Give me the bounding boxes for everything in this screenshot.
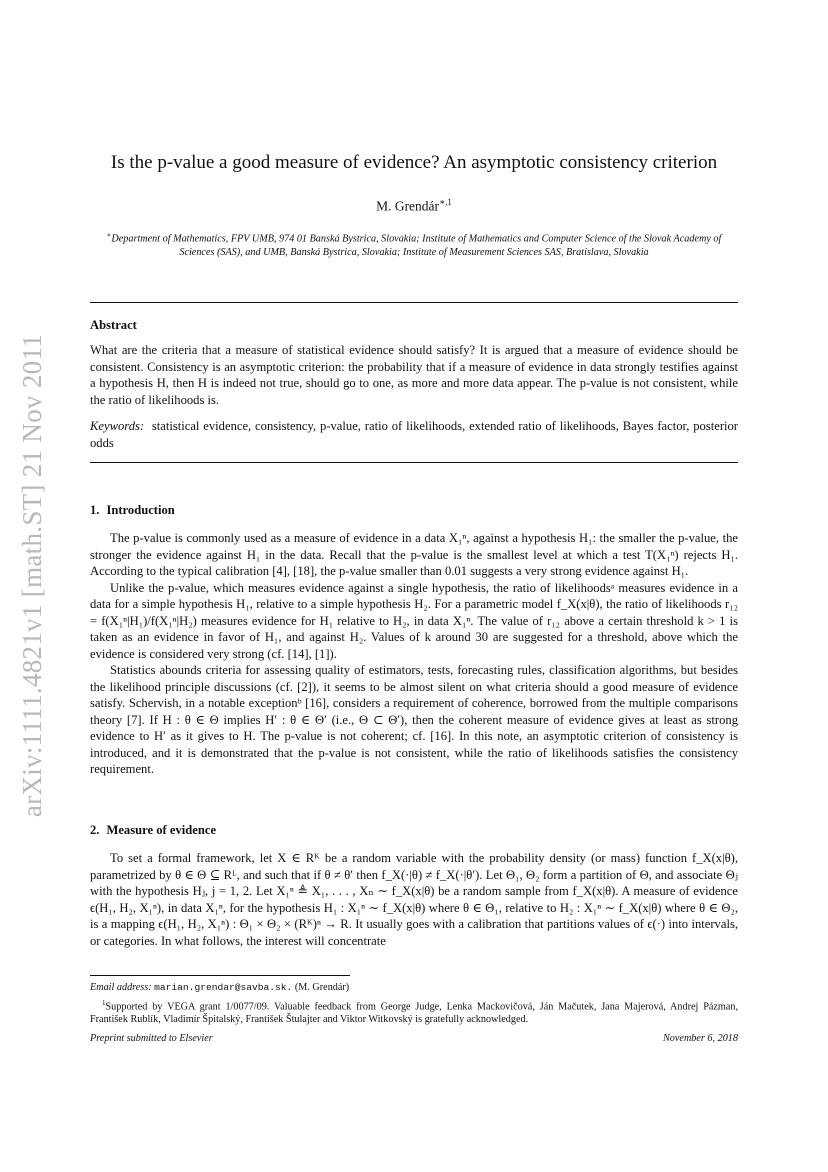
abstract-heading: Abstract	[90, 318, 137, 332]
top-rule	[90, 302, 738, 303]
email-link[interactable]: marian.grendar@savba.sk.	[154, 982, 293, 993]
affiliation-mark: ∗	[106, 231, 112, 239]
preprint-date: November 6, 2018	[663, 1033, 738, 1044]
section-title: Introduction	[106, 503, 175, 517]
paper-title: Is the p-value a good measure of evidence? An asymptotic consistency criterion	[110, 152, 718, 173]
arxiv-id: arXiv:1111.4821v1 [math.ST] 21 Nov 2011	[17, 333, 48, 817]
section-heading-introduction	[90, 502, 738, 519]
funding-footnote	[90, 997, 738, 1027]
footnote-text: Supported by VEGA grant 1/0077/09. Valuable feedback from George Judge, Lenka Mackovičová, Ján Mačutek, Jana Majerová, Andrej Pázman, František Rublík, Vladimír Špitalský, František Štulajter and Viktor Witkovský is gratefully acknowledged.	[90, 1000, 738, 1026]
email-footnote	[90, 981, 738, 995]
footnote-rule	[90, 975, 350, 976]
section-number: 1.	[90, 503, 100, 517]
author-name: M. Grendár	[376, 198, 440, 214]
author-marks: ∗,1	[439, 197, 452, 207]
footnote-mark: 1	[102, 998, 106, 1007]
affiliation	[90, 228, 738, 260]
preprint-note: Preprint submitted to Elsevier	[90, 1033, 213, 1044]
arxiv-stamp	[8, 310, 58, 840]
section-heading-measure-of-evidence	[90, 822, 738, 839]
abstract-text: What are the criteria that a measure of statistical evidence should satisfy? It is argued that a measure of evidence should be consistent. Consistency is an asymptotic criterion: the probability that if a measure of evidence in data strongly testifies against a hypothesis H, then H is indeed not true, should go to one, as more and more data appear. The p-value is not consistent, while the ratio of likelihoods is.	[90, 343, 738, 407]
keywords-text: statistical evidence, consistency, p-value, ratio of likelihoods, extended ratio of likelihoods, Bayes factor, posterior odds	[90, 419, 739, 450]
keywords	[90, 418, 738, 451]
paragraph: To set a formal framework, let X ∈ Rᴷ be a random variable with the probability density (or mass) function f_X(x|θ), parametrized by θ ∈ Θ ⊆ Rᴸ, and such that if θ ≠ θ′ then f_X(·|θ) ≠ f_X(·|θ′). Let Θ₁, Θ₂ form a partition of Θ, and associate Θⱼ with the hypothesis Hⱼ, j = 1, 2. Let X₁ⁿ ≜ X₁, . . . , Xₙ ∼ f_X(x|θ) be a random sample from f_X(x|θ). A measure of evidence ϵ(H₁, H₂, X₁ⁿ), in data X₁ⁿ, for the hypothesis H₁ : X₁ⁿ ∼ f_X(x|θ) where θ ∈ Θ₁, relative to H₂ : X₁ⁿ ∼ f_X(x|θ) where θ ∈ Θ₂, is a mapping ϵ(H₁, H₂, X₁ⁿ) : Θ₁ × Θ₂ × (Rᴷ)ⁿ → R. It usually goes with a calibration that partitions values of ϵ(·) into intervals, or categories. In what follows, the interest will concentrate	[90, 851, 738, 948]
section-introduction	[90, 530, 738, 778]
paragraph: Unlike the p-value, which measures evidence against a single hypothesis, the ratio of likelihoodsᵃ measures evidence in a data for a simple hypothesis H₁, relative to a simple hypothesis H₂. For a parametric model f_X(x|θ), the ratio of likelihoods r₁₂ = f(X₁ⁿ|H₁)/f(X₁ⁿ|H₂) measures evidence for H₁ relative to H₂, in data X₁ⁿ. The value of r₁₂ above a certain threshold k > 1 is taken as an evidence in favor of H₁, and against H₂. Values of k around 30 are suggested for a threshold, above which the evidence is considered very strong (cf. [14], [1]).	[90, 580, 738, 661]
affiliation-text: Department of Mathematics, FPV UMB, 974 01 Banská Bystrica, Slovakia; Institute of Mathematics and Computer Science of the Slovak Academy of Sciences (SAS), and UMB, Banská Bystrica, Slovakia; Institute of Measurement Sciences SAS, Bratislava, Slovakia	[111, 233, 722, 259]
email-owner: (M. Grendár)	[294, 982, 350, 993]
section-number: 2.	[90, 823, 100, 837]
footnotes	[90, 981, 738, 1027]
paragraph: Statistics abounds criteria for assessing quality of estimators, tests, forecasting rules, classification algorithms, but besides the likelihood principle discussions (cf. [2]), it seems to be almost silent on what criteria should a good measure of evidence satisfy. Schervish, in a notable exceptionᵇ [16], considers a requirement of coherence, borrowed from the multiple comparisons theory [7]. If H : θ ∈ Θ implies H′ : θ ∈ Θ′ (i.e., Θ ⊂ Θ′), then the coherent measure of evidence gives at least as strong evidence to H′ as it gives to H. The p-value is not coherent; cf. [16]. In this note, an asymptotic criterion of consistency is introduced, and it is demonstrated that the p-value is not consistent, while the ratio of likelihoods satisfies the consistency requirement.	[90, 663, 738, 776]
author-line	[60, 197, 768, 215]
bottom-rule	[90, 462, 738, 463]
email-label: Email address:	[90, 982, 152, 993]
keywords-label: Keywords:	[90, 419, 145, 433]
section-measure-of-evidence	[90, 850, 738, 949]
section-title: Measure of evidence	[106, 823, 217, 837]
paragraph: The p-value is commonly used as a measure of evidence in a data X₁ⁿ, against a hypothesis H₁: the smaller the p-value, the stronger the evidence against H₁ in the data. Recall that the p-value is the smallest level at which a test T(X₁ⁿ) rejects H₁. According to the typical calibration [4], [18], the p-value smaller than 0.01 suggests a very strong evidence against H₁.	[90, 531, 738, 578]
